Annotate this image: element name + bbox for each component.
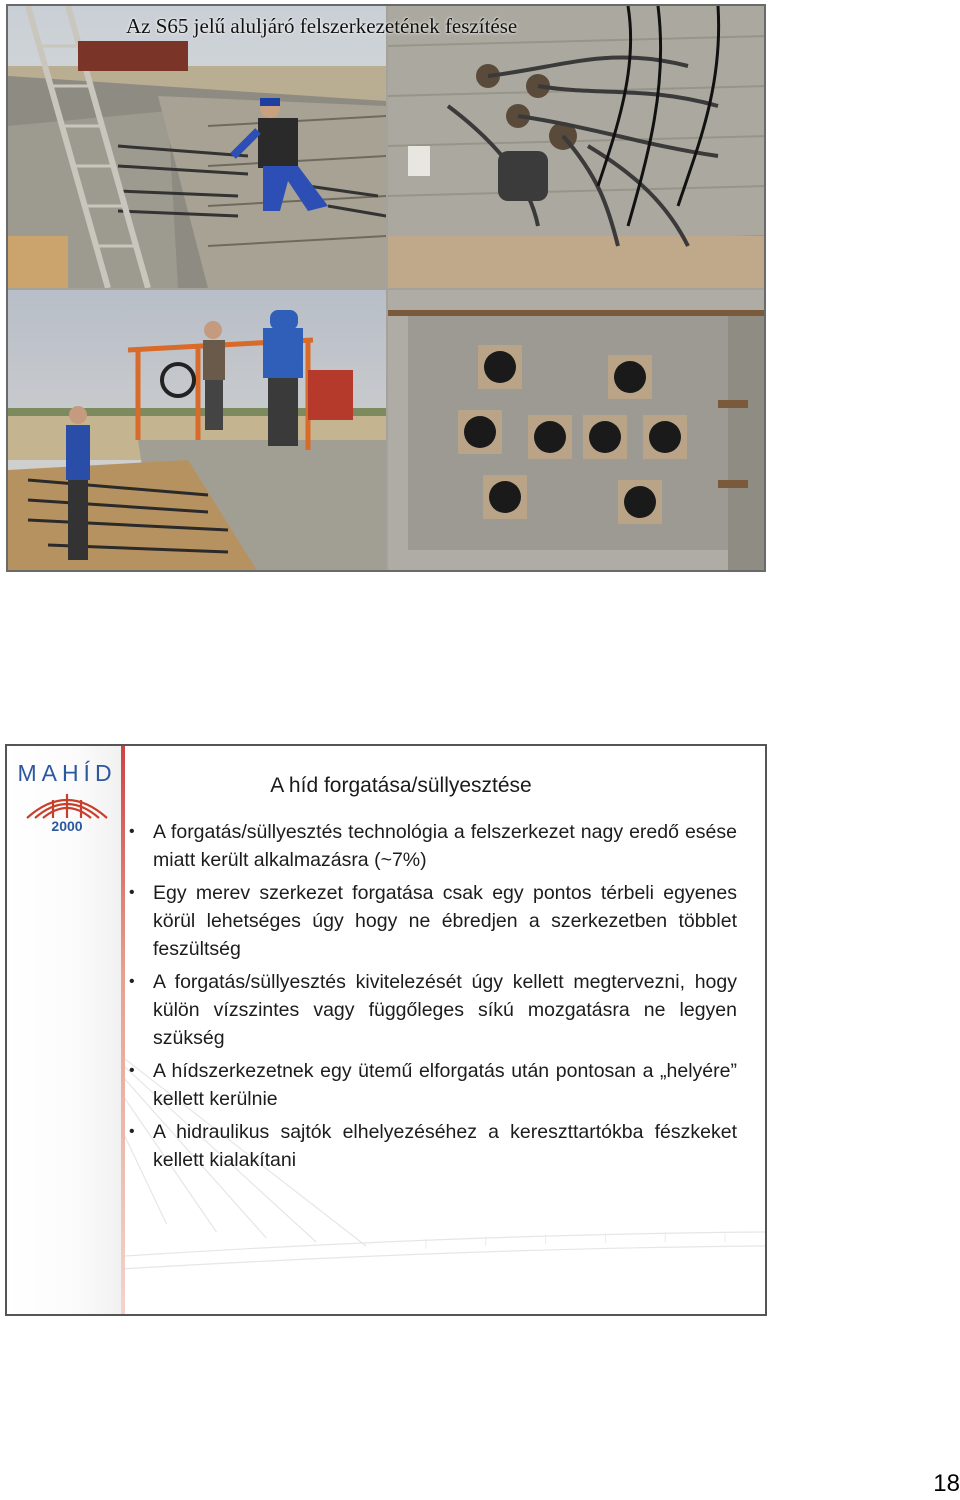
bullet-icon: • [129, 884, 135, 901]
bullet-text: A hidraulikus sajtók elhelyezéséhez a kereszttartókba fészkeket kellett kialakítani [153, 1121, 737, 1171]
photo-slide [6, 4, 766, 572]
hydraulic-rig-photo [8, 290, 386, 572]
bullet-icon: • [129, 1062, 135, 1079]
logo-word: MAHÍD [17, 760, 117, 786]
bullet-icon: • [129, 973, 135, 990]
bullet-text: A hídszerkezetnek egy ütemű elforgatás után pontosan a „helyére” kellett kerülnie [153, 1060, 737, 1110]
page-number: 18 [933, 1470, 960, 1497]
worker-on-deck-photo [8, 6, 386, 288]
list-item [123, 968, 737, 1052]
list-item [123, 1057, 737, 1113]
bullet-text: Egy merev szerkezet forgatása csak egy pontos térbeli egyenes körül lehetséges úgy hogy ne ébredjen a szerkezetben többlet feszültség [153, 882, 737, 960]
logo-year: 2000 [51, 818, 83, 834]
sidebar-band [7, 746, 125, 1314]
bullet-icon: • [129, 823, 135, 840]
bullet-list [123, 818, 737, 1179]
bullet-icon: • [129, 1123, 135, 1140]
mahid-logo [13, 754, 121, 840]
bullet-text: A forgatás/süllyesztés technológia a felszerkezet nagy eredő esése miatt került alkalmazásra (~7%) [153, 821, 737, 871]
slide-title: A híd forgatása/süllyesztése [270, 774, 532, 797]
logo-arch-icon [23, 788, 111, 820]
list-item [123, 879, 737, 963]
list-item [123, 1118, 737, 1174]
list-item [123, 818, 737, 874]
photo-slide-title: Az S65 jelű aluljáró felszerkezetének feszítése [126, 14, 518, 38]
tendon-anchors-photo [388, 6, 766, 288]
anchor-caps-photo [388, 290, 766, 572]
bullet-text: A forgatás/süllyesztés kivitelezését úgy kellett megtervezni, hogy külön vízszintes vagy függőleges síkú mozgatásra ne legyen szükség [153, 971, 737, 1049]
text-slide [5, 744, 767, 1316]
